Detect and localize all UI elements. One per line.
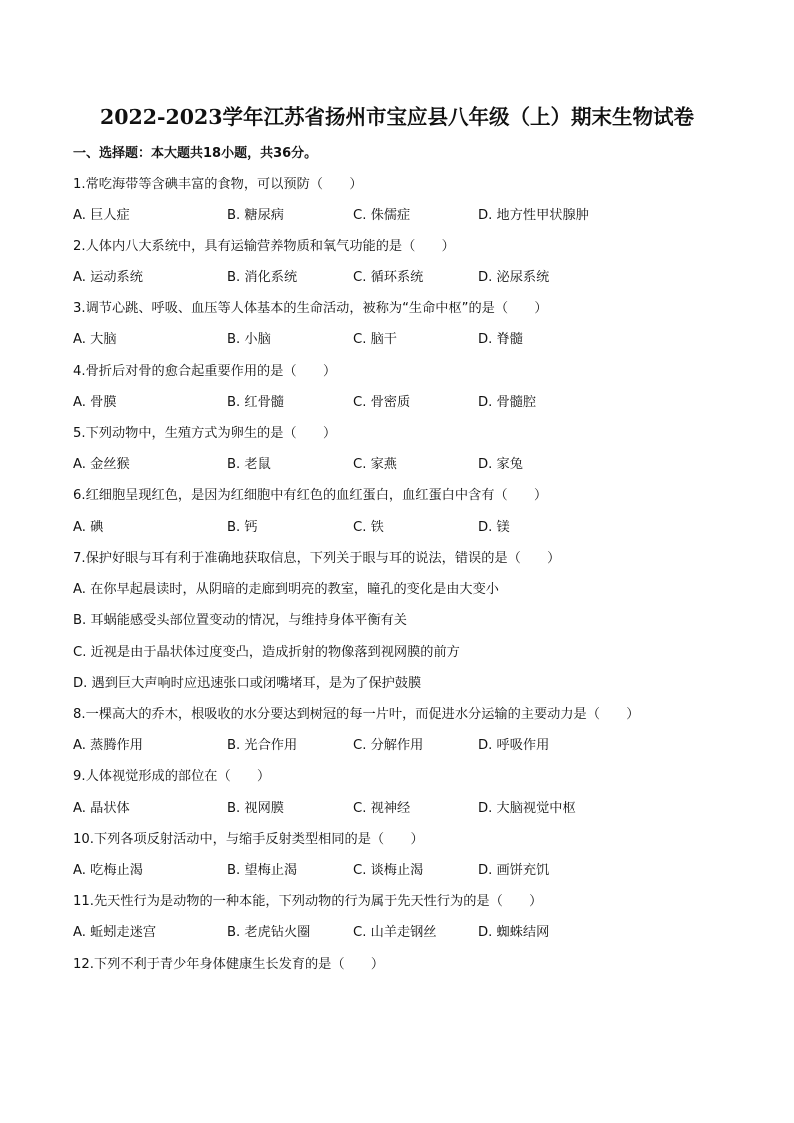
question-5-options (73, 455, 733, 475)
question-6-option-c[interactable]: C. 铁 (353, 520, 384, 535)
question-9-option-a[interactable]: A. 晶状体 (73, 801, 130, 816)
question-9-stem: 9.人体视觉形成的部位在（ ） (73, 769, 271, 784)
question-7-option-b[interactable]: B. 耳蜗能感受头部位置变动的情况，与维持身体平衡有关 (73, 613, 407, 628)
question-7-option-d[interactable]: D. 遇到巨大声响时应迅速张口或闭嘴堵耳，是为了保护鼓膜 (73, 676, 422, 691)
question-5-option-b[interactable]: B. 老鼠 (227, 457, 271, 472)
exam-title: 2022-2023学年江苏省扬州市宝应县八年级（上）期末生物试卷 (99, 105, 695, 129)
question-2-option-b[interactable]: B. 消化系统 (227, 270, 298, 285)
question-11-stem: 11.先天性行为是动物的一种本能，下列动物的行为属于先天性行为的是（ ） (73, 894, 543, 909)
question-7-stem: 7.保护好眼与耳有利于准确地获取信息，下列关于眼与耳的说法，错误的是（ ） (73, 551, 561, 566)
question-5-stem: 5.下列动物中，生殖方式为卵生的是（ ） (73, 426, 337, 441)
question-5-option-a[interactable]: A. 金丝猴 (73, 457, 130, 472)
question-6-stem: 6.红细胞呈现红色，是因为红细胞中有红色的血红蛋白，血红蛋白中含有（ ） (73, 488, 548, 503)
question-2-option-d[interactable]: D. 泌尿系统 (478, 270, 550, 285)
question-11-option-a[interactable]: A. 蚯蚓走迷宫 (73, 925, 157, 940)
question-3-option-d[interactable]: D. 脊髓 (478, 332, 523, 347)
question-6-options (73, 518, 733, 538)
question-1-option-d[interactable]: D. 地方性甲状腺肿 (478, 208, 589, 223)
question-10-stem: 10.下列各项反射活动中，与缩手反射类型相同的是（ ） (73, 832, 424, 847)
section-heading: 一、选择题：本大题共18小题，共36分。 (73, 146, 318, 161)
question-12-stem: 12.下列不利于青少年身体健康生长发育的是（ ） (73, 957, 385, 972)
question-10-options (73, 861, 733, 881)
question-8-option-c[interactable]: C. 分解作用 (353, 738, 424, 753)
question-11-options (73, 923, 733, 943)
question-11-option-b[interactable]: B. 老虎钻火圈 (227, 925, 311, 940)
question-9-option-c[interactable]: C. 视神经 (353, 801, 411, 816)
question-9-option-b[interactable]: B. 视网膜 (227, 801, 284, 816)
question-11-option-d[interactable]: D. 蜘蛛结网 (478, 925, 550, 940)
question-8-option-a[interactable]: A. 蒸腾作用 (73, 738, 143, 753)
question-4-option-a[interactable]: A. 骨膜 (73, 395, 117, 410)
question-9-options (73, 799, 733, 819)
question-10-option-c[interactable]: C. 谈梅止渴 (353, 863, 424, 878)
question-1-stem: 1.常吃海带等含碘丰富的食物，可以预防（ ） (73, 177, 363, 192)
question-4-option-c[interactable]: C. 骨密质 (353, 395, 411, 410)
question-5-option-d[interactable]: D. 家兔 (478, 457, 523, 472)
question-3-stem: 3.调节心跳、呼吸、血压等人体基本的生命活动，被称为“生命中枢”的是（ ） (73, 301, 548, 316)
question-6-option-d[interactable]: D. 镁 (478, 520, 510, 535)
question-2-option-c[interactable]: C. 循环系统 (353, 270, 424, 285)
question-8-stem: 8.一棵高大的乔木，根吸收的水分要达到树冠的每一片叶，而促进水分运输的主要动力是（ ） (73, 707, 640, 722)
question-1-option-a[interactable]: A. 巨人症 (73, 208, 130, 223)
question-10-option-a[interactable]: A. 吃梅止渴 (73, 863, 143, 878)
question-4-options (73, 393, 733, 413)
question-1-option-c[interactable]: C. 侏儒症 (353, 208, 411, 223)
question-1-options (73, 206, 733, 226)
question-6-option-b[interactable]: B. 钙 (227, 520, 258, 535)
question-1-option-b[interactable]: B. 糖尿病 (227, 208, 284, 223)
question-10-option-b[interactable]: B. 望梅止渴 (227, 863, 298, 878)
question-8-option-b[interactable]: B. 光合作用 (227, 738, 298, 753)
question-2-options (73, 268, 733, 288)
question-2-option-a[interactable]: A. 运动系统 (73, 270, 143, 285)
question-10-option-d[interactable]: D. 画饼充饥 (478, 863, 550, 878)
question-3-option-c[interactable]: C. 脑干 (353, 332, 397, 347)
question-3-option-b[interactable]: B. 小脑 (227, 332, 271, 347)
question-3-option-a[interactable]: A. 大脑 (73, 332, 117, 347)
question-4-option-d[interactable]: D. 骨髓腔 (478, 395, 537, 410)
question-8-option-d[interactable]: D. 呼吸作用 (478, 738, 550, 753)
question-7-option-c[interactable]: C. 近视是由于晶状体过度变凸，造成折射的物像落到视网膜的前方 (73, 645, 460, 660)
question-4-stem: 4.骨折后对骨的愈合起重要作用的是（ ） (73, 364, 337, 379)
question-4-option-b[interactable]: B. 红骨髓 (227, 395, 284, 410)
question-8-options (73, 736, 733, 756)
question-6-option-a[interactable]: A. 碘 (73, 520, 104, 535)
question-5-option-c[interactable]: C. 家燕 (353, 457, 397, 472)
question-9-option-d[interactable]: D. 大脑视觉中枢 (478, 801, 576, 816)
question-3-options (73, 330, 733, 350)
question-11-option-c[interactable]: C. 山羊走钢丝 (353, 925, 437, 940)
question-7-option-a[interactable]: A. 在你早起晨读时，从阴暗的走廊到明亮的教室，瞳孔的变化是由大变小 (73, 582, 499, 597)
question-2-stem: 2.人体内八大系统中，具有运输营养物质和氧气功能的是（ ） (73, 239, 455, 254)
